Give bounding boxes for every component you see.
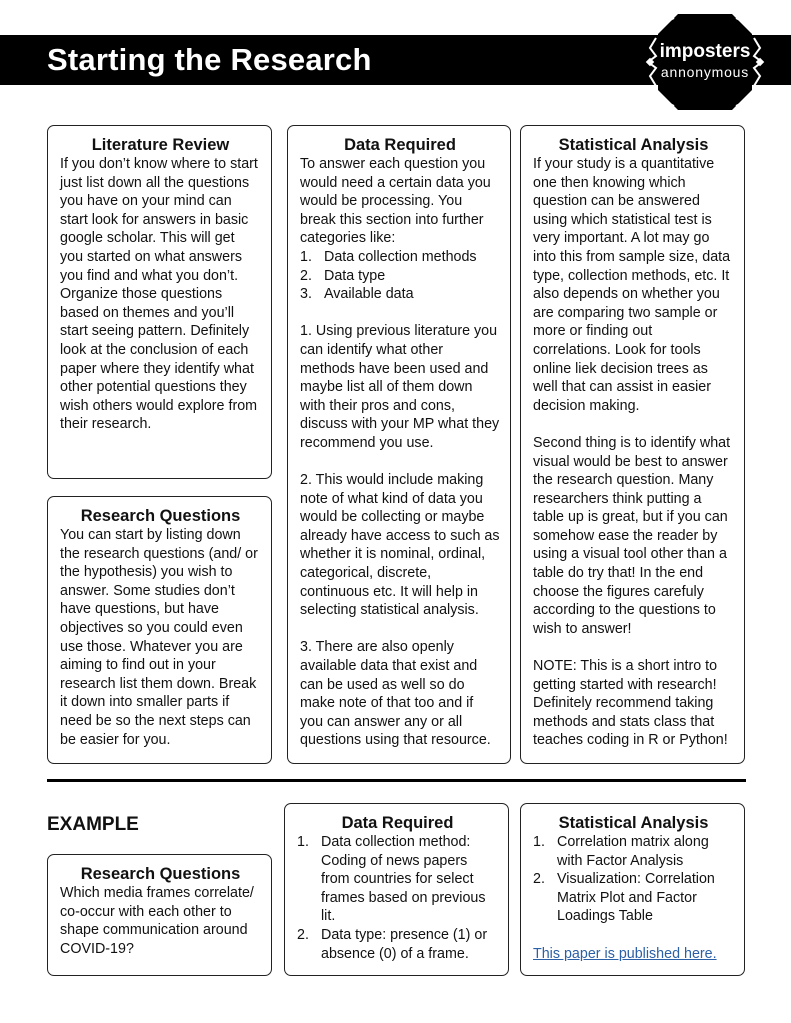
paragraph: If your study is a quantitative one then knowing which question can be answered using which statistical test is very important. A lot may go into this from sample size, data type, collection methods, etc. It also depends on whether you are comparing two sample or more or finding out correlations. Look for tools online liek decision trees as well that can assist in easier decision making. <box>533 156 731 414</box>
list-item <box>297 833 498 926</box>
paragraph: Second thing is to identify what visual would be best to answer the research question. Many researchers think putting a table up is great, but if you can somehow ease the reader by using a visual tool other than a table do try that! In the end choose the figures carefuly according to the questions to wish to answer! <box>533 434 731 637</box>
list-marker: 1. <box>533 834 545 850</box>
list-item <box>300 285 500 304</box>
paper-link[interactable]: This paper is published here. <box>533 945 717 962</box>
list-item <box>533 870 734 926</box>
list-item-text: Data type <box>324 267 386 284</box>
card-body: If you don’t know where to start just list down all the questions you have on your mind can start look for answers in basic google scholar. This will get you started on what answers you find and what you don’t. Organize those questions based on themes and you’ll start seeing pattern. Definitely look at the conclusion of each paper where they identify what other potential questions they wish others would explore from their research. <box>60 156 258 433</box>
card-body: Which media frames correlate/ co-occur with each other to shape communication around COVID-19? <box>60 885 254 957</box>
example-card-data-required <box>284 803 509 976</box>
logo-text-imposters: imposters <box>659 41 751 62</box>
example-analysis-list <box>533 833 734 926</box>
logo-badge-icon <box>640 12 770 112</box>
list-item-text: Data type: presence (1) or absence (0) of a frame. <box>321 926 488 962</box>
card-data-required <box>287 125 511 764</box>
list-item-text: Data collection methods <box>324 248 477 265</box>
list-marker: 1. <box>297 834 309 850</box>
logo <box>640 12 770 112</box>
card-title: Statistical Analysis <box>558 136 709 154</box>
card-body: You can start by listing down the research questions (and/ or the hypothesis) you wish to answer. Some studies don’t have questions, but have objectives so you could even use those. Whatever you are aiming to find out in your research list them down. Break it down into smaller parts if need be so the next steps can be easier for you. <box>60 527 258 748</box>
example-card-statistical-analysis <box>520 803 745 976</box>
card-body <box>533 833 734 963</box>
paragraph: NOTE: This is a short intro to getting started with research! Definitely recommend taking methods and stats class that teaches coding in R or Python! <box>533 658 728 749</box>
category-list <box>300 248 500 304</box>
card-research-questions <box>47 496 272 764</box>
card-title: Data Required <box>341 814 454 832</box>
example-data-list <box>297 833 498 963</box>
example-heading: EXAMPLE <box>47 814 139 835</box>
card-title: Statistical Analysis <box>558 814 709 832</box>
paragraph: 1. Using previous literature you can identify what other methods have been used and maybe list all of them down with their pros and cons, discuss with your MP what they recommend you use. <box>300 323 500 451</box>
list-marker: 1. <box>300 248 312 265</box>
card-literature-review <box>47 125 272 479</box>
card-body <box>297 833 498 963</box>
list-item <box>297 926 498 963</box>
section-divider <box>47 779 746 782</box>
list-marker: 2. <box>533 871 545 888</box>
list-item-text: Data collection method: Coding of news papers from countries for select frames based on previous lit. <box>321 834 486 925</box>
logo-text-annonymous: annonymous <box>660 64 750 80</box>
list-marker: 3. <box>300 286 312 303</box>
list-item-text: Available data <box>324 286 414 303</box>
card-statistical-analysis <box>520 125 745 764</box>
card-body <box>533 155 734 750</box>
intro-text: To answer each question you would need a certain data you would be processing. You break this section into further categories like: <box>300 156 491 247</box>
list-item <box>300 248 500 267</box>
page-title: Starting the Research <box>47 42 372 77</box>
list-item-text: Correlation matrix along with Factor Analysis <box>557 834 709 869</box>
card-title: Literature Review <box>91 136 230 154</box>
list-marker: 2. <box>300 267 312 284</box>
example-card-research-questions <box>47 854 272 976</box>
list-marker: 2. <box>297 926 309 943</box>
card-title: Research Questions <box>80 865 241 883</box>
card-body <box>300 155 500 750</box>
list-item <box>300 267 500 286</box>
card-title: Research Questions <box>80 507 241 525</box>
list-item-text: Visualization: Correlation Matrix Plot and Factor Loadings Table <box>557 871 715 925</box>
paragraph: 2. This would include making note of what kind of data you would be collecting or maybe already have access to such as whether it is nominal, ordinal, categorical, discrete, continuous etc. It will help in selecting statistical analysis. <box>300 472 500 619</box>
list-item <box>533 833 734 870</box>
card-title: Data Required <box>344 136 456 154</box>
paragraph: 3. There are also openly available data that exist and can be used as well so do make note of that too and if you can answer any or all questions using that resource. <box>300 639 491 749</box>
